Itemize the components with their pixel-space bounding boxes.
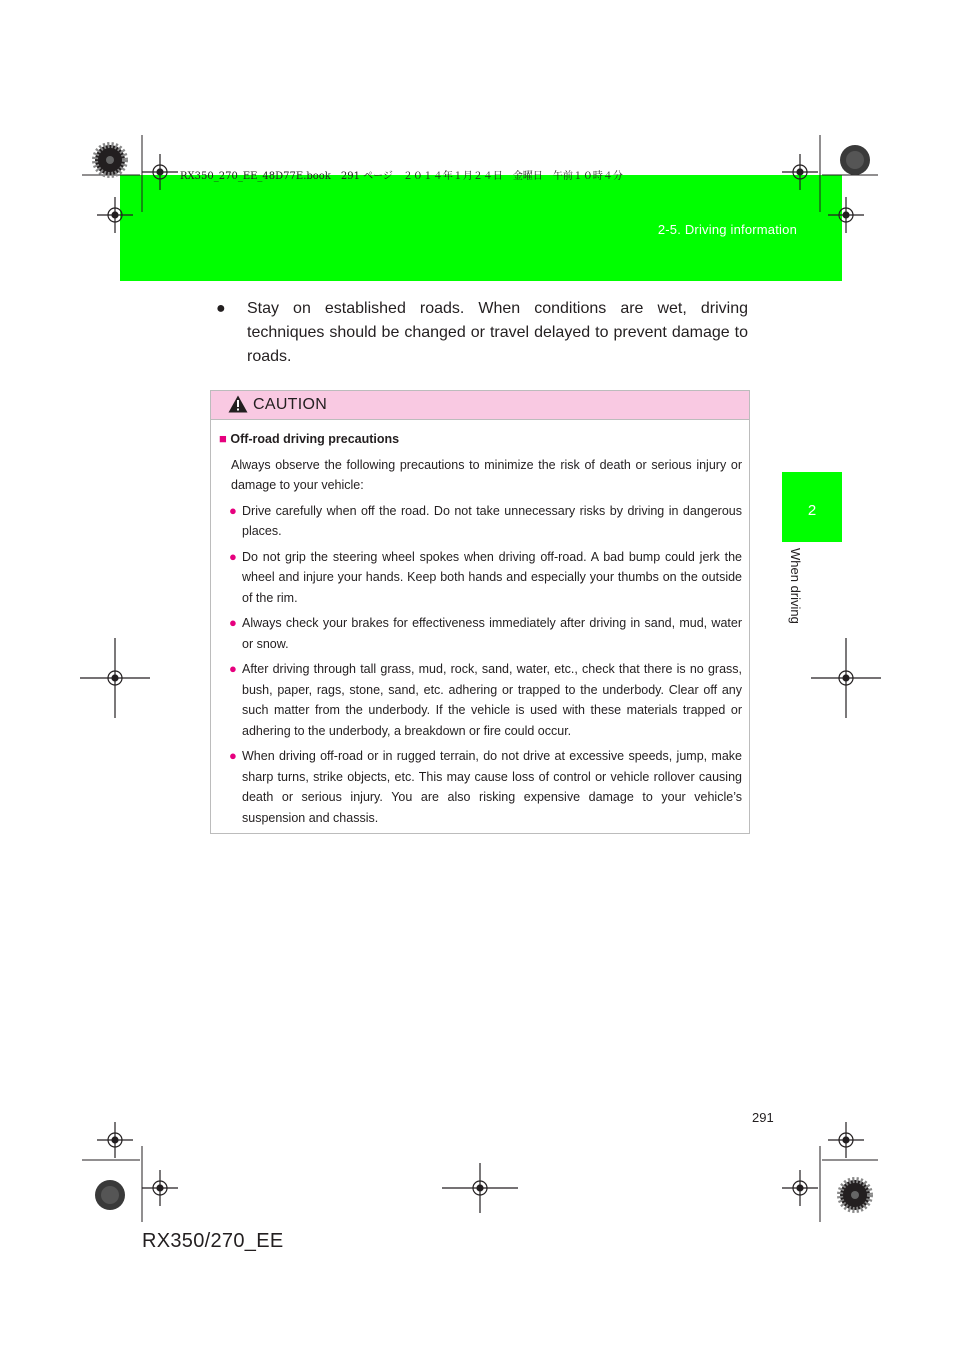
square-bullet-icon: ■ [219,431,227,446]
crosshair-registration-icon [80,154,881,1213]
bullet-icon: ● [229,615,237,630]
list-item-text: Always check your brakes for effectiveness immediately after driving in sand, mud, water or snow. [242,616,742,651]
list-item-text: Drive carefully when off the road. Do not take unnecessary risks by driving in dangerous places. [242,503,742,538]
page-number: 291 [752,1110,774,1125]
caution-heading-text: Off-road driving precautions [230,432,400,446]
list-item-text: Do not grip the steering wheel spokes when driving off-road. A bad bump could jerk the wheel and injure your hands. Keep both hands and especially your thumbs on the outside of the rim. [242,549,742,605]
bullet-icon: ● [229,502,237,518]
print-info: RX350_270_EE_48D77E.book 291 ページ ２０１４年１月２４日 金曜日 午前１０時４分 [180,171,623,182]
caution-lead: Always observe the following precautions to minimize the risk of death or serious injury or damage to your vehicle: [231,457,742,492]
bullet-icon: ● [229,748,237,763]
radial-color-bar-icon [95,145,870,1210]
model-footer: RX350/270_EE [142,1230,284,1252]
caution-title: CAUTION [253,396,328,413]
intro-text: Stay on established roads. When conditions are wet, driving techniques should be changed or travel delayed to prevent damage to roads. [247,300,748,365]
list-item-text: After driving through tall grass, mud, rock, sand, water, etc., check that there is no grass, bush, paper, rags, stone, sand, etc. adhering or trapped to the underbody. Clear off any such matter from the underbody. If the vehicle is used with these materials trapped or adhering to the underbody, a breakdown or fire could occur. [242,662,742,738]
bullet-icon: ● [216,300,226,317]
chapter-label-text: When driving [788,548,803,624]
chapter-number: 2 [807,502,817,519]
list-item-text: When driving off-road or in rugged terrain, do not drive at excessive speeds, jump, make sharp turns, strike objects, etc. This may cause loss of control or vehicle rollover causing death or serious injury. You are also risking expensive damage to your vehicle’s suspension and chassis. [242,749,742,825]
bullet-icon: ● [229,661,237,676]
bullet-icon: ● [229,548,237,564]
section-title: 2-5. Driving information [657,222,797,237]
